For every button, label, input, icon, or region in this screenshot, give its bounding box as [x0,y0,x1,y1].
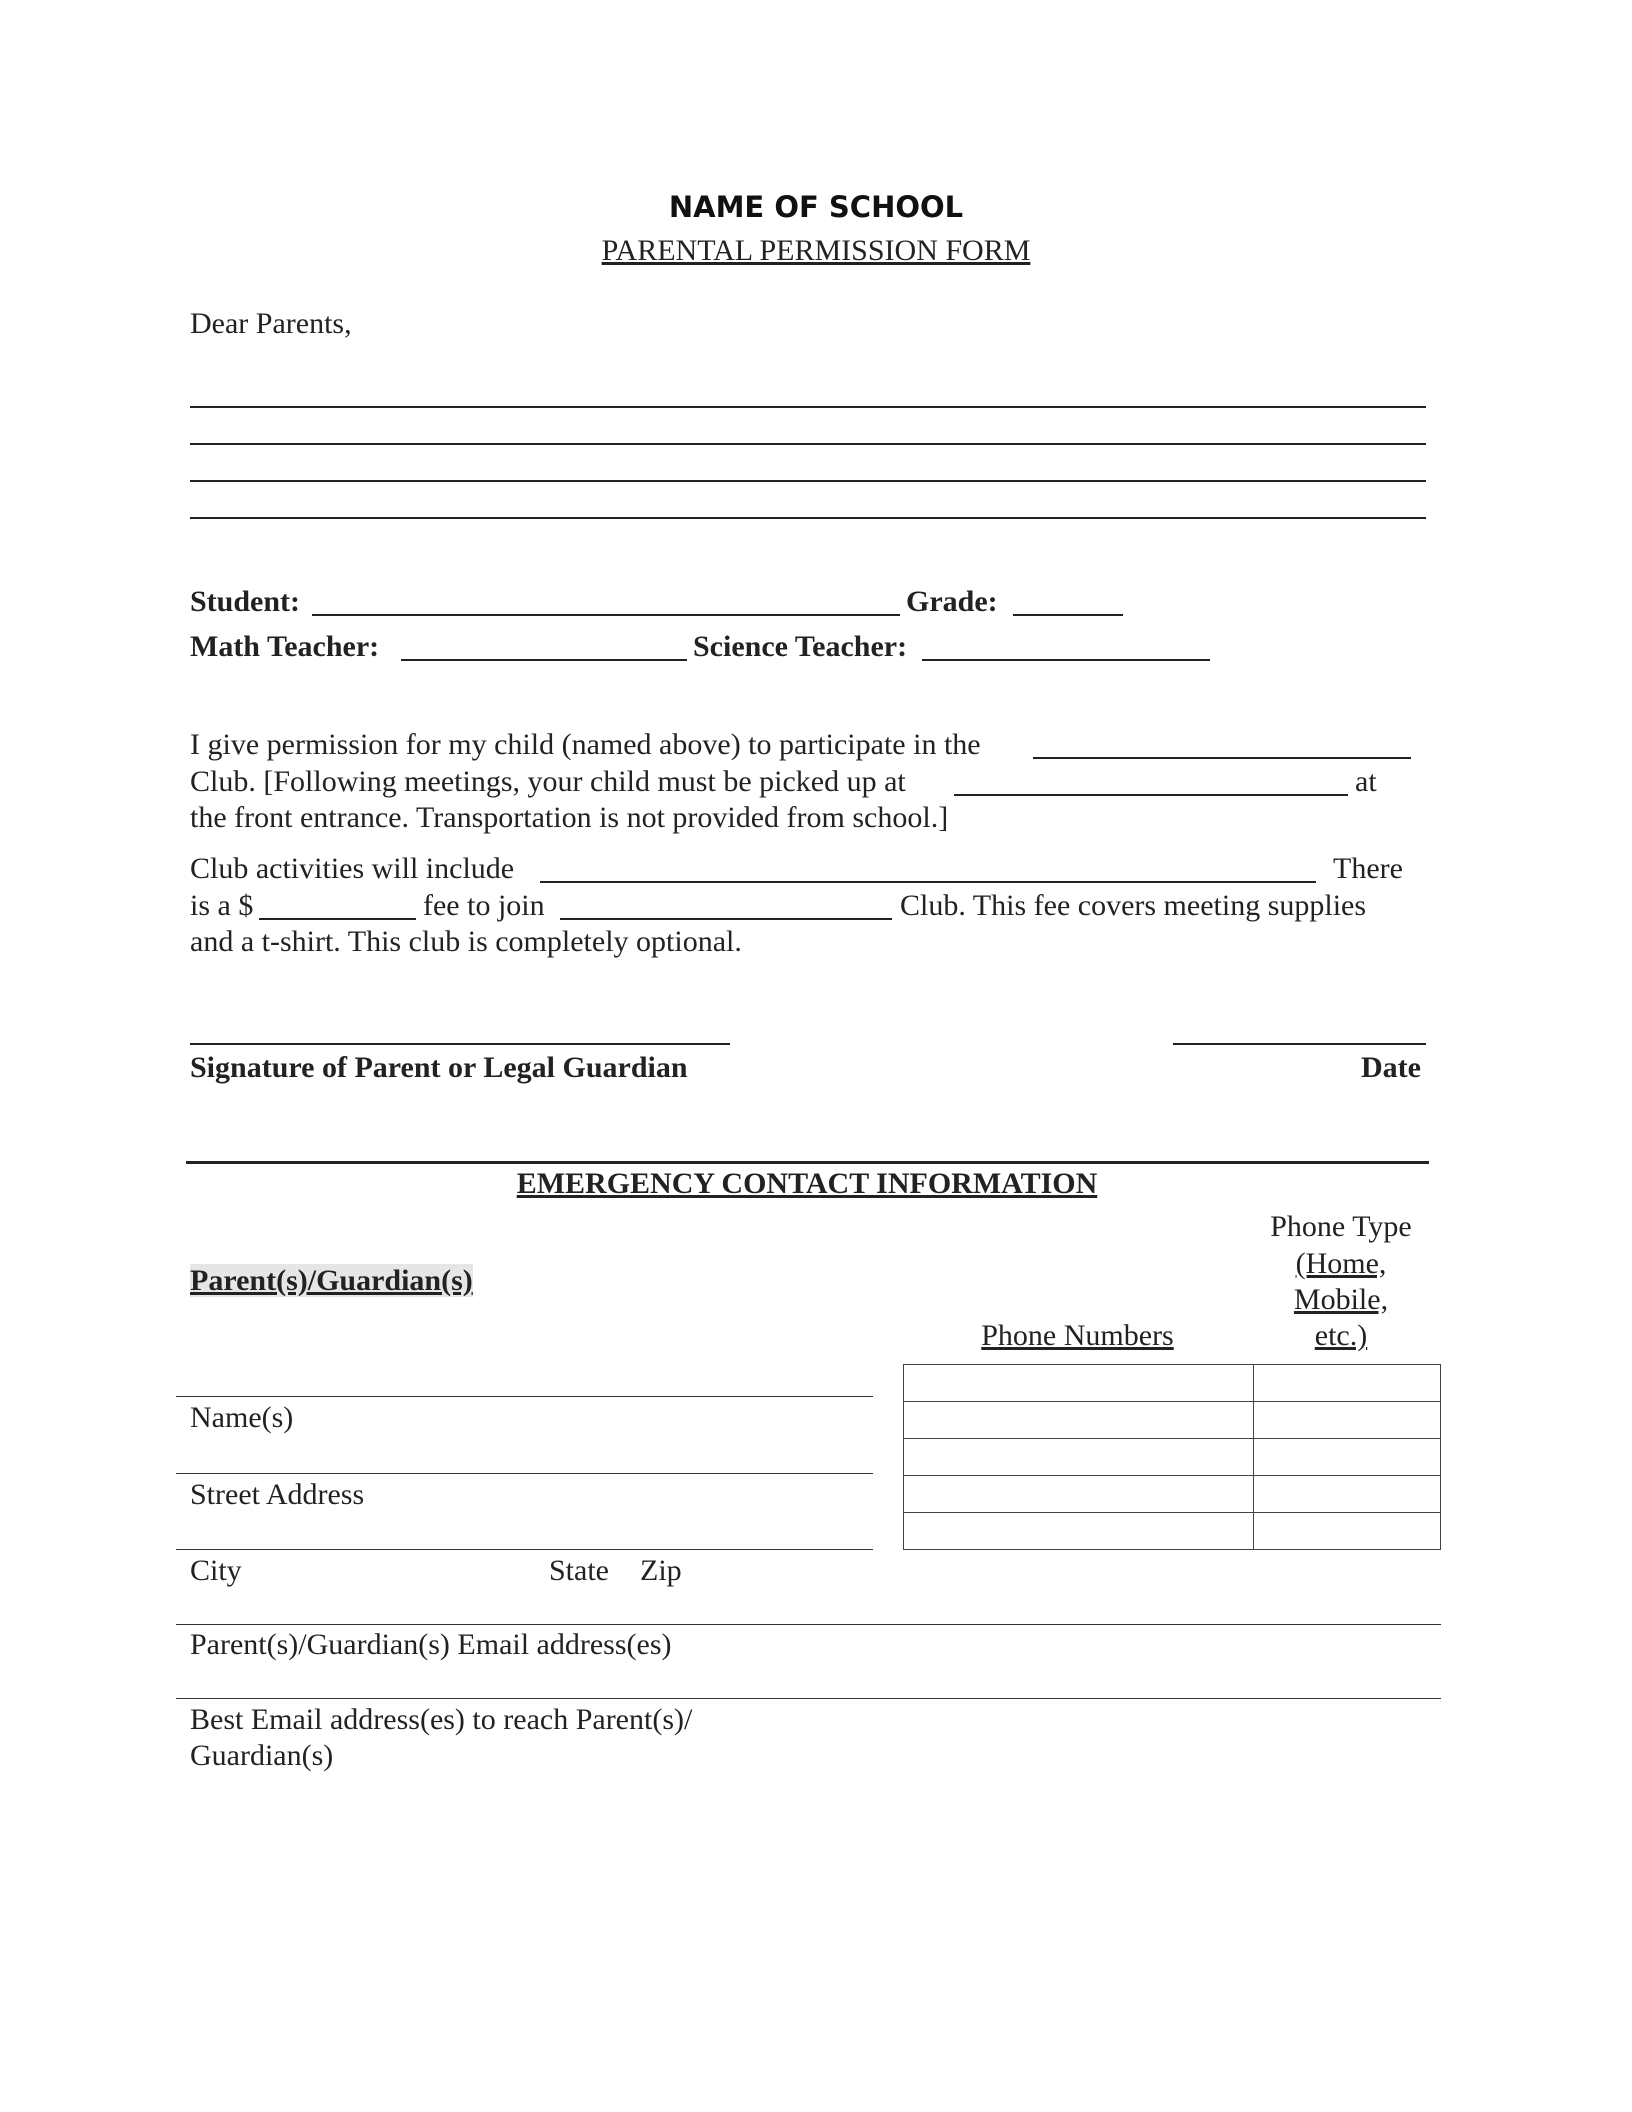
permission-line-2-end: at [1355,765,1377,798]
section-divider [186,1161,1429,1164]
club-name-field[interactable] [1033,757,1411,759]
phone-number-cell-2[interactable] [904,1402,1254,1439]
school-name: NAME OF SCHOOL [668,190,964,224]
signature-label: Signature of Parent or Legal Guardian [190,1051,688,1084]
letter-line-3[interactable] [190,480,1426,482]
fee-join-text: fee to join [423,889,545,922]
phone-type-cell-3[interactable] [1254,1439,1441,1476]
email-field[interactable] [176,1624,1441,1625]
street-address-label: Street Address [190,1478,365,1511]
greeting: Dear Parents, [190,307,352,340]
fee-covers-text: Club. This fee covers meeting supplies [900,889,1367,922]
permission-line-1: I give permission for my child (named above) to participate in the [190,728,981,761]
emergency-title: EMERGENCY CONTACT INFORMATION [516,1167,1098,1200]
signature-field[interactable] [190,1043,730,1045]
best-email-label-1: Best Email address(es) to reach Parent(s)/ [190,1703,693,1736]
state-label: State [549,1554,609,1587]
math-teacher-field[interactable] [401,659,687,661]
phone-type-cell-1[interactable] [1254,1365,1441,1402]
best-email-label-2: Guardian(s) [190,1739,334,1772]
phone-type-header-4: etc.) [1314,1319,1368,1352]
letter-line-2[interactable] [190,443,1426,445]
email-label: Parent(s)/Guardian(s) Email address(es) [190,1628,672,1661]
phone-type-header-2: (Home, [1295,1247,1387,1280]
phone-type-cell-5[interactable] [1254,1513,1441,1550]
student-label: Student: [190,585,301,618]
science-teacher-field[interactable] [922,659,1210,661]
table-row [904,1476,1441,1513]
table-row [904,1439,1441,1476]
form-title: PARENTAL PERMISSION FORM [601,234,1031,267]
fee-prefix: is a $ [190,889,254,922]
phone-number-cell-3[interactable] [904,1439,1254,1476]
street-address-field[interactable] [176,1473,873,1474]
phone-type-header-1: Phone Type [1270,1210,1412,1243]
optional-line: and a t-shirt. This club is completely optional. [190,925,742,958]
guardians-heading: Parent(s)/Guardian(s) [190,1264,473,1297]
table-row [904,1513,1441,1550]
phone-type-header-3: Mobile, [1293,1283,1389,1316]
permission-line-2: Club. [Following meetings, your child must be picked up at [190,765,906,798]
pickup-time-field[interactable] [954,794,1348,796]
student-name-field[interactable] [312,614,900,616]
fee-amount-field[interactable] [259,918,416,920]
letter-line-4[interactable] [190,517,1426,519]
table-row [904,1402,1441,1439]
science-teacher-label: Science Teacher: [693,630,908,663]
letter-line-1[interactable] [190,406,1426,408]
phone-type-cell-2[interactable] [1254,1402,1441,1439]
phone-numbers-label: Phone Numbers [981,1319,1174,1352]
math-teacher-label: Math Teacher: [190,630,380,663]
phone-table [903,1364,1441,1550]
best-email-field[interactable] [176,1698,1441,1699]
city-label: City [190,1554,242,1587]
names-label: Name(s) [190,1401,294,1434]
zip-label: Zip [640,1554,682,1587]
phone-type-cell-4[interactable] [1254,1476,1441,1513]
activities-field[interactable] [540,881,1316,883]
fee-club-field[interactable] [560,918,892,920]
phone-number-cell-5[interactable] [904,1513,1254,1550]
table-row [904,1365,1441,1402]
permission-line-3: the front entrance. Transportation is not provided from school.] [190,801,949,834]
activities-line-end: There [1333,852,1403,885]
phone-number-cell-4[interactable] [904,1476,1254,1513]
city-state-zip-field[interactable] [176,1549,873,1550]
date-label: Date [1361,1051,1421,1084]
phone-number-cell-1[interactable] [904,1365,1254,1402]
activities-line: Club activities will include [190,852,515,885]
grade-label: Grade: [906,585,998,618]
date-field[interactable] [1173,1043,1426,1045]
grade-field[interactable] [1013,614,1123,616]
names-field[interactable] [176,1396,873,1397]
